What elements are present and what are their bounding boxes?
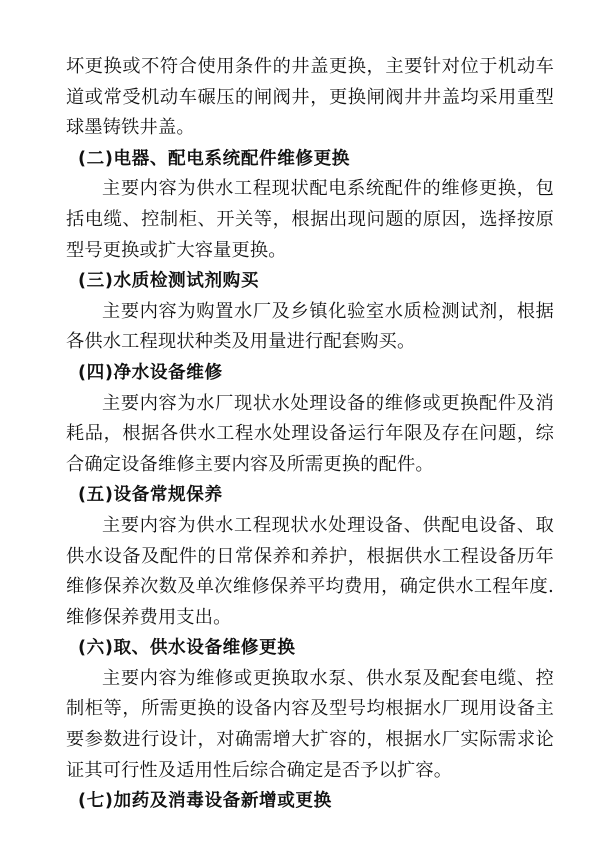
- paragraph-manhole-cover: 坏更换或不符合使用条件的井盖更换，主要针对位于机动车道或常受机动车碾压的闸阀井，更换闸阀井井盖均采用重型球墨铸铁井盖。: [66, 56, 554, 139]
- heading-section-4: (四)净水设备维修: [78, 362, 223, 383]
- document-body: [66, 52, 554, 817]
- heading-section-6: (六)取、供水设备维修更换: [78, 638, 296, 659]
- paragraph-section-5: 主要内容为供水工程现状水处理设备、供配电设备、取供水设备及配件的日常保养和养护，根据供水工程设备历年维修保养次数及单次维修保养平均费用，确定供水工程年度.维修保养费用支出。: [66, 514, 554, 628]
- paragraph-section-6: 主要内容为维修或更换取水泵、供水泵及配套电缆、控制柜等，所需更换的设备内容及型号均根据水厂现用设备主要参数进行设计，对确需增大扩容的，根据水厂实际需求论证其可行性及适用性后综合确定是否予以扩容。: [66, 667, 554, 781]
- heading-section-2: (二)电器、配电系统配件维修更换: [78, 148, 350, 169]
- heading-section-5: (五)设备常规保养: [78, 485, 223, 506]
- paragraph-section-4: 主要内容为水厂现状水处理设备的维修或更换配件及消耗品，根据各供水工程水处理设备运行年限及存在问题，综合确定设备维修主要内容及所需更换的配件。: [66, 392, 554, 475]
- heading-section-7: (七)加药及消毒设备新增或更换: [78, 791, 332, 812]
- paragraph-section-2: 主要内容为供水工程现状配电系统配件的维修更换，包括电缆、控制柜、开关等，根据出现问题的原因，选择按原型号更换或扩大容量更换。: [66, 178, 554, 261]
- paragraph-section-3: 主要内容为购置水厂及乡镇化验室水质检测试剂，根据各供水工程现状种类及用量进行配套购买。: [66, 300, 554, 353]
- heading-section-3: (三)水质检测试剂购买: [78, 271, 260, 292]
